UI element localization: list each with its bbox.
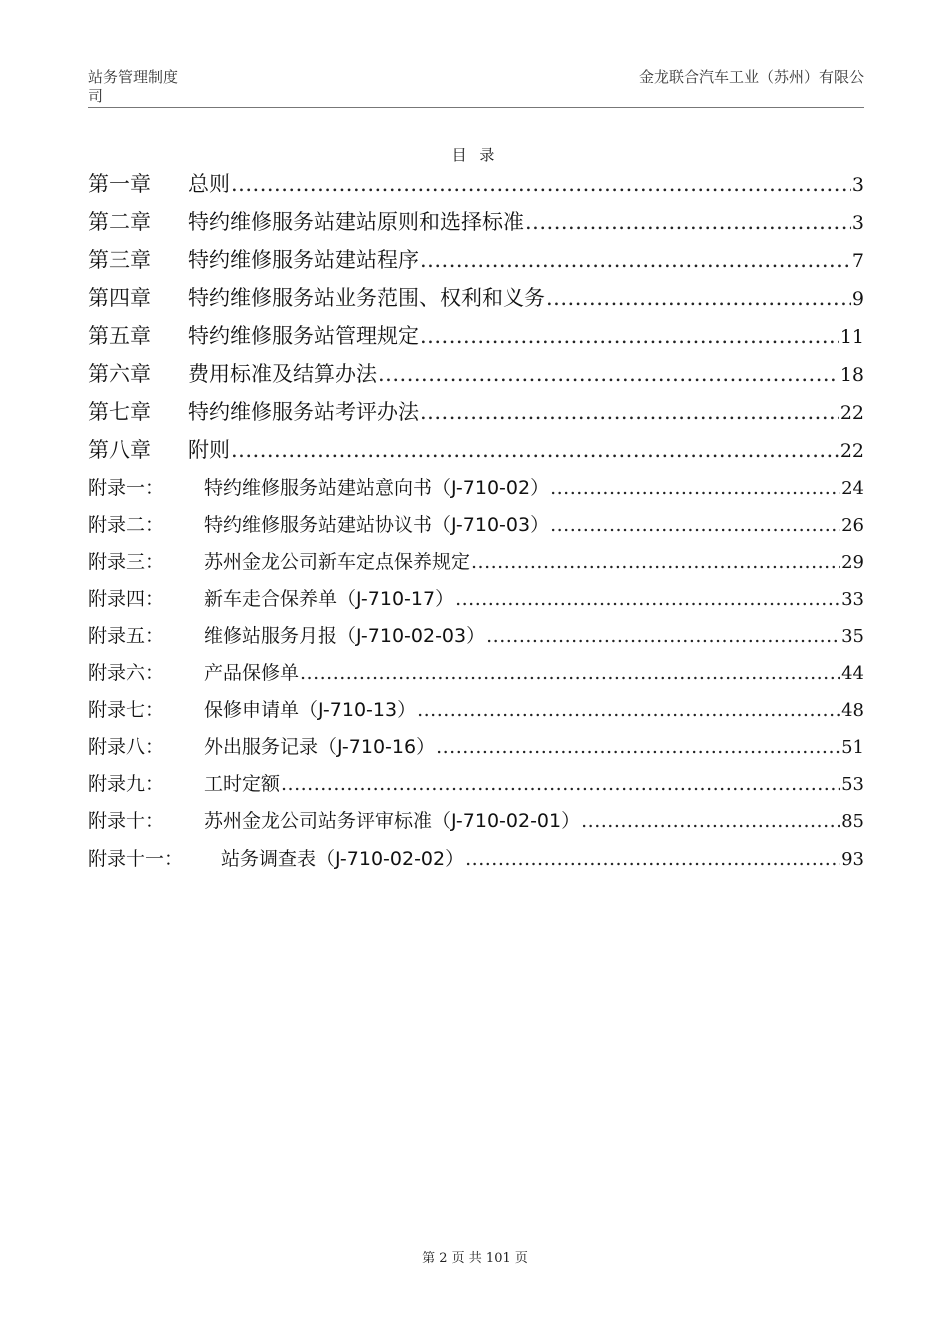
header-right: 金龙联合汽车工业（苏州）有限公 (638, 68, 864, 86)
toc-entry-page: 22 (839, 440, 864, 462)
toc-entry-number: 附录十： (88, 810, 165, 832)
header-left-wrap: 司 (88, 87, 104, 105)
toc-entry-number: 第二章 (88, 210, 151, 234)
toc-entry[interactable] (88, 769, 864, 795)
toc-leader-dots (465, 848, 840, 870)
toc-entry-page: 53 (841, 774, 864, 795)
toc-entry-page: 11 (839, 326, 864, 348)
toc-entry[interactable] (88, 244, 864, 272)
toc-leader-dots (300, 662, 840, 684)
toc-entry-title: 站务调查表（J-710-02-02） (221, 848, 465, 870)
toc-entry-page: 35 (841, 626, 864, 647)
toc-entry-title: 特约维修服务站建站协议书（J-710-03） (204, 514, 550, 536)
toc-leader-dots (550, 514, 840, 536)
toc-entry[interactable] (88, 732, 864, 758)
toc-entry-title: 苏州金龙公司新车定点保养规定 (204, 551, 471, 573)
header-left (88, 68, 208, 106)
toc-entry-title: 特约维修服务站建站意向书（J-710-02） (204, 477, 550, 499)
toc-entry-page: 93 (841, 849, 864, 870)
header-left-text: 站务管理制度 (88, 68, 179, 86)
toc-entry[interactable] (88, 396, 864, 424)
toc-entry-title: 总则 (188, 172, 230, 196)
toc-entry-number: 附录六： (88, 662, 165, 684)
toc-entry-number: 第八章 (88, 438, 151, 462)
toc-leader-dots (436, 736, 840, 758)
toc-leader-dots (420, 400, 839, 424)
toc-entry-title: 保修申请单（J-710-13） (204, 699, 417, 721)
toc-entry-page: 7 (851, 250, 864, 272)
toc-entry-title: 附则 (188, 438, 230, 462)
toc-entry-number: 附录十一： (88, 848, 184, 870)
toc-entry[interactable] (88, 695, 864, 721)
toc-entry-page: 85 (841, 811, 864, 832)
page-footer: 第 2 页 共 101 页 (422, 1251, 528, 1266)
toc-entry-title: 工时定额 (204, 773, 281, 795)
toc-entry[interactable] (88, 510, 864, 536)
toc-entry[interactable] (88, 320, 864, 348)
toc-entry-page: 33 (841, 589, 864, 610)
toc-entry-number: 第六章 (88, 362, 151, 386)
toc-entry-page: 3 (851, 212, 864, 234)
toc-entry-number: 附录四： (88, 588, 165, 610)
toc-entry-title: 新车走合保养单（J-710-17） (204, 588, 455, 610)
toc-entry-page: 26 (841, 515, 864, 536)
toc-entry[interactable] (88, 434, 864, 462)
toc-entry-number: 附录二： (88, 514, 165, 536)
toc-entry[interactable] (88, 547, 864, 573)
toc-entry-page: 48 (841, 700, 864, 721)
toc-title: 目 录 (451, 146, 499, 164)
toc-entry-title: 特约维修服务站管理规定 (188, 324, 419, 348)
toc-leader-dots (581, 810, 840, 832)
toc-entry-title: 特约维修服务站考评办法 (188, 400, 419, 424)
toc-leader-dots (486, 625, 840, 647)
toc-entry[interactable] (88, 473, 864, 499)
toc-entry-page: 9 (851, 288, 864, 310)
toc-leader-dots (420, 324, 839, 348)
toc-entry[interactable] (88, 358, 864, 386)
toc-entry[interactable] (88, 621, 864, 647)
toc-entry-number: 附录九： (88, 773, 165, 795)
toc-leader-dots (378, 362, 839, 386)
toc-entry[interactable] (88, 584, 864, 610)
toc-entry-number: 第四章 (88, 286, 151, 310)
toc-entry-number: 第七章 (88, 400, 151, 424)
toc-entry-title: 特约维修服务站建站原则和选择标准 (188, 210, 524, 234)
toc-entry-page: 51 (841, 737, 864, 758)
toc-entry-number: 第一章 (88, 172, 151, 196)
toc-leader-dots (420, 248, 851, 272)
toc-entry-page: 44 (841, 663, 864, 684)
toc-leader-dots (417, 699, 840, 721)
toc-entry-page: 3 (851, 174, 864, 196)
toc-leader-dots (546, 286, 851, 310)
toc-entry[interactable] (88, 844, 864, 870)
toc-entry-title: 外出服务记录（J-710-16） (204, 736, 436, 758)
header-divider (88, 107, 864, 108)
toc-entry-page: 22 (839, 402, 864, 424)
toc-entry-title: 特约维修服务站业务范围、权利和义务 (188, 286, 545, 310)
toc-entry[interactable] (88, 282, 864, 310)
toc-entry[interactable] (88, 806, 864, 832)
toc-leader-dots (281, 773, 840, 795)
toc-entry-number: 附录一： (88, 477, 165, 499)
toc-entry-title: 维修站服务月报（J-710-02-03） (204, 625, 486, 647)
toc-entry-page: 29 (841, 552, 864, 573)
toc-entry-number: 附录七： (88, 699, 165, 721)
toc-entry-title: 苏州金龙公司站务评审标准（J-710-02-01） (204, 810, 581, 832)
toc-entry-title: 费用标准及结算办法 (188, 362, 377, 386)
toc-entry-number: 附录五： (88, 625, 165, 647)
toc-entry-number: 附录八： (88, 736, 165, 758)
toc-entry[interactable] (88, 168, 864, 196)
toc-leader-dots (471, 551, 840, 573)
toc-leader-dots (550, 477, 840, 499)
toc-entry-number: 附录三： (88, 551, 165, 573)
toc-entry-page: 18 (839, 364, 864, 386)
toc-entry[interactable] (88, 658, 864, 684)
toc-entry-number: 第五章 (88, 324, 151, 348)
toc-entry-title: 特约维修服务站建站程序 (188, 248, 419, 272)
toc-leader-dots (455, 588, 840, 610)
toc-entry-page: 24 (841, 478, 864, 499)
toc-leader-dots (231, 438, 839, 462)
toc-entry-title: 产品保修单 (204, 662, 300, 684)
toc-leader-dots (231, 172, 851, 196)
toc-leader-dots (525, 210, 851, 234)
toc-entry-number: 第三章 (88, 248, 151, 272)
toc-entry[interactable] (88, 206, 864, 234)
